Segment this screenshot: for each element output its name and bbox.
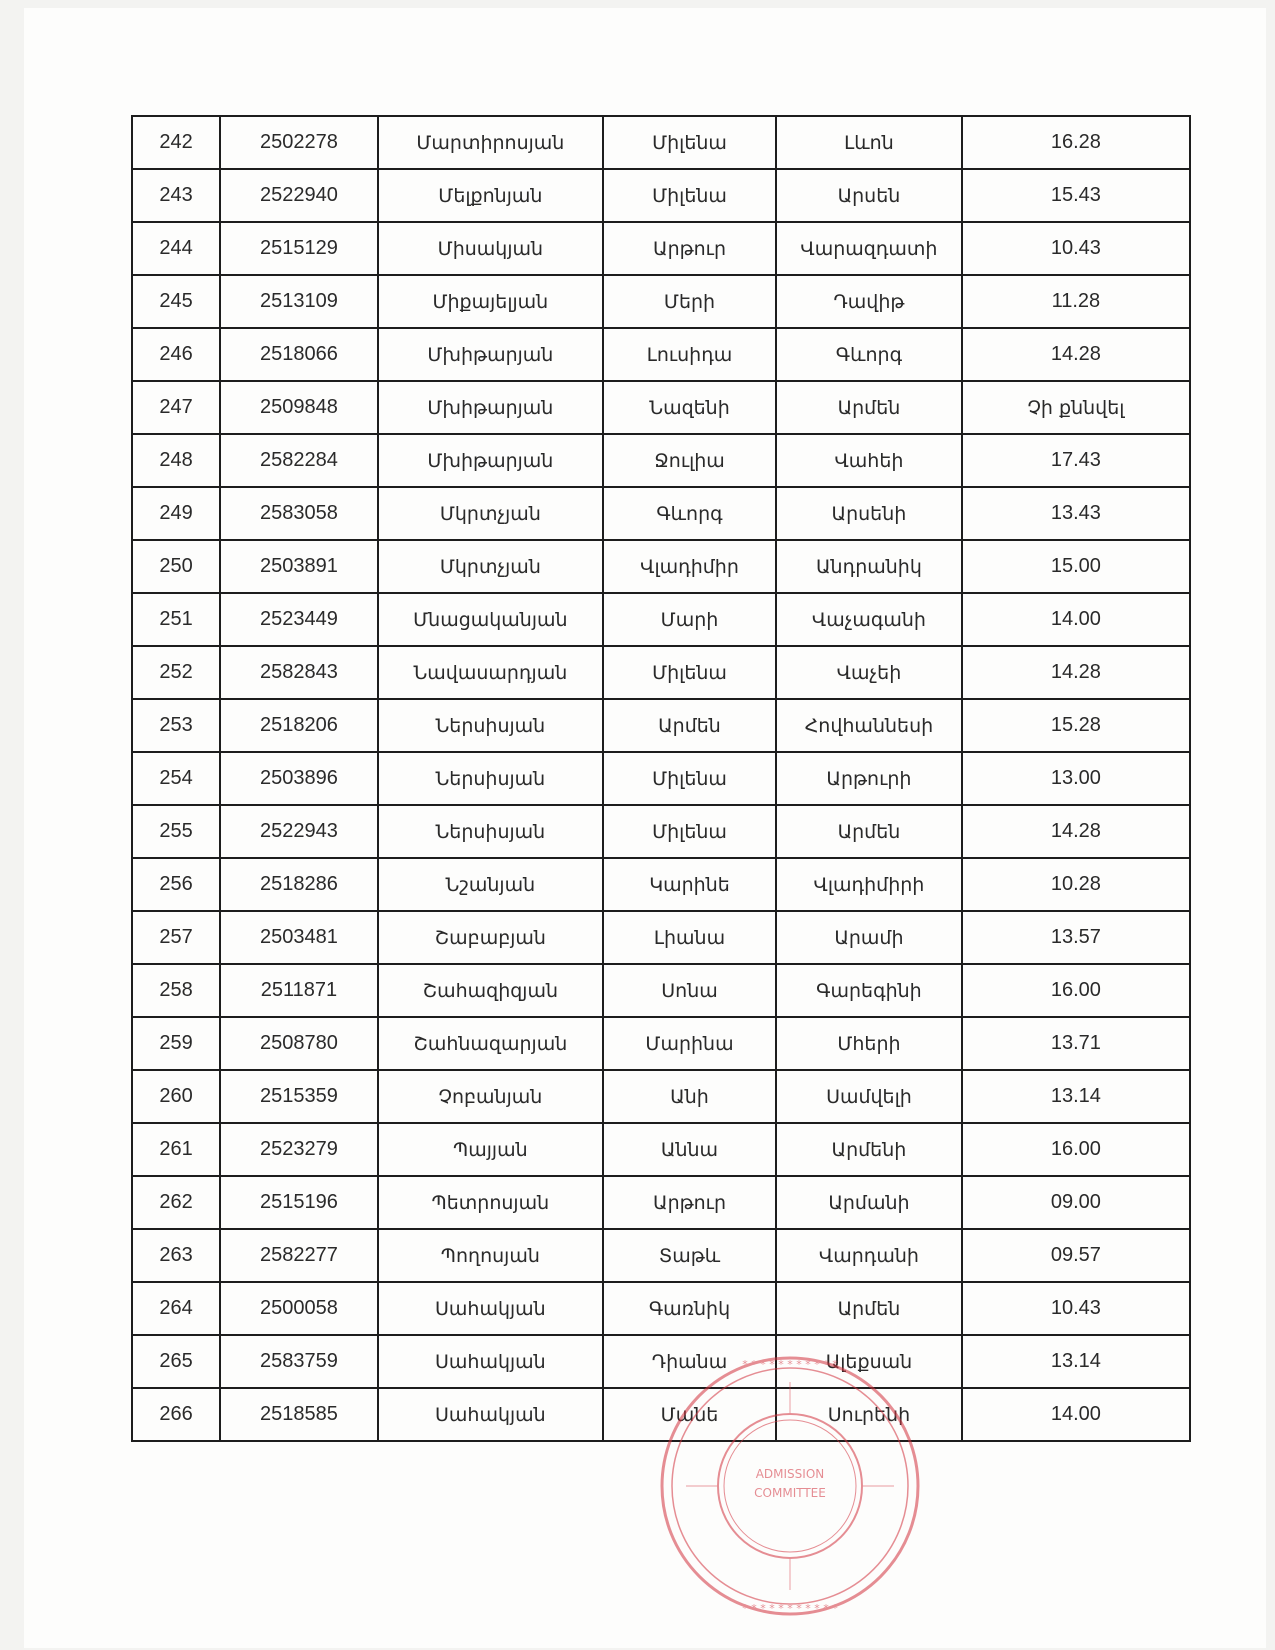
patronymic-cell: Լևոն (776, 116, 962, 169)
applicant-id-cell: 2508780 (220, 1017, 378, 1070)
table-row (132, 1335, 1190, 1388)
score-cell: 14.28 (962, 328, 1190, 381)
first-name-cell: Սոնա (603, 964, 776, 1017)
surname-cell: Մարտիրոսյան (378, 116, 603, 169)
score-cell: 14.28 (962, 805, 1190, 858)
table-row (132, 646, 1190, 699)
applicant-id-cell: 2503891 (220, 540, 378, 593)
row-number-cell: 253 (132, 699, 220, 752)
first-name-cell: Մարինա (603, 1017, 776, 1070)
table-row (132, 487, 1190, 540)
row-number-cell: 249 (132, 487, 220, 540)
patronymic-cell: Վլադիմիրի (776, 858, 962, 911)
surname-cell: Ներսիսյան (378, 752, 603, 805)
table-row (132, 116, 1190, 169)
row-number-cell: 246 (132, 328, 220, 381)
first-name-cell: Մերի (603, 275, 776, 328)
first-name-cell: Աննա (603, 1123, 776, 1176)
stamp-center-line1: ADMISSION (755, 1467, 825, 1481)
table-row (132, 434, 1190, 487)
patronymic-cell: Ալեքսան (776, 1335, 962, 1388)
first-name-cell: Վլադիմիր (603, 540, 776, 593)
first-name-cell: Տաթև (603, 1229, 776, 1282)
patronymic-cell: Վաչեի (776, 646, 962, 699)
applicant-id-cell: 2523279 (220, 1123, 378, 1176)
first-name-cell: Միլենա (603, 169, 776, 222)
results-table (131, 115, 1191, 1442)
table-row (132, 1017, 1190, 1070)
patronymic-cell: Արմանի (776, 1176, 962, 1229)
first-name-cell: Արմեն (603, 699, 776, 752)
applicant-id-cell: 2582277 (220, 1229, 378, 1282)
table-row (132, 964, 1190, 1017)
patronymic-cell: Գևորգ (776, 328, 962, 381)
row-number-cell: 254 (132, 752, 220, 805)
table-row (132, 169, 1190, 222)
surname-cell: Միքայելյան (378, 275, 603, 328)
table-row (132, 593, 1190, 646)
table-row (132, 540, 1190, 593)
applicant-id-cell: 2582284 (220, 434, 378, 487)
first-name-cell: Միլենա (603, 805, 776, 858)
table-row (132, 1388, 1190, 1441)
table-row (132, 911, 1190, 964)
first-name-cell: Գառնիկ (603, 1282, 776, 1335)
applicant-id-cell: 2509848 (220, 381, 378, 434)
surname-cell: Մխիթարյան (378, 381, 603, 434)
first-name-cell: Ջուլիա (603, 434, 776, 487)
applicant-id-cell: 2518585 (220, 1388, 378, 1441)
first-name-cell: Միլենա (603, 116, 776, 169)
patronymic-cell: Վաչագանի (776, 593, 962, 646)
surname-cell: Շահնազարյան (378, 1017, 603, 1070)
stamp-center-line2: COMMITTEE (754, 1486, 826, 1500)
score-cell: 13.71 (962, 1017, 1190, 1070)
patronymic-cell: Արամի (776, 911, 962, 964)
row-number-cell: 262 (132, 1176, 220, 1229)
row-number-cell: 242 (132, 116, 220, 169)
patronymic-cell: Վահեի (776, 434, 962, 487)
first-name-cell: Դիանա (603, 1335, 776, 1388)
surname-cell: Մխիթարյան (378, 434, 603, 487)
surname-cell: Շաբաբյան (378, 911, 603, 964)
row-number-cell: 250 (132, 540, 220, 593)
table-row (132, 699, 1190, 752)
table-row (132, 275, 1190, 328)
first-name-cell: Արթուր (603, 1176, 776, 1229)
surname-cell: Պետրոսյան (378, 1176, 603, 1229)
applicant-id-cell: 2500058 (220, 1282, 378, 1335)
applicant-id-cell: 2503896 (220, 752, 378, 805)
table-row (132, 1229, 1190, 1282)
score-cell: 16.00 (962, 964, 1190, 1017)
patronymic-cell: Հովհաննեսի (776, 699, 962, 752)
surname-cell: Ներսիսյան (378, 699, 603, 752)
score-cell: 15.00 (962, 540, 1190, 593)
applicant-id-cell: 2513109 (220, 275, 378, 328)
table-row (132, 328, 1190, 381)
applicant-id-cell: 2518286 (220, 858, 378, 911)
score-cell: 13.57 (962, 911, 1190, 964)
score-cell: 15.43 (962, 169, 1190, 222)
table-row (132, 1070, 1190, 1123)
first-name-cell: Նազենի (603, 381, 776, 434)
first-name-cell: Միլենա (603, 752, 776, 805)
score-cell: 13.43 (962, 487, 1190, 540)
row-number-cell: 252 (132, 646, 220, 699)
row-number-cell: 244 (132, 222, 220, 275)
row-number-cell: 255 (132, 805, 220, 858)
table-row (132, 805, 1190, 858)
table-row (132, 222, 1190, 275)
score-cell: 16.00 (962, 1123, 1190, 1176)
score-cell: 10.28 (962, 858, 1190, 911)
table-row (132, 752, 1190, 805)
surname-cell: Շահազիզյան (378, 964, 603, 1017)
score-cell: 09.00 (962, 1176, 1190, 1229)
score-cell: 09.57 (962, 1229, 1190, 1282)
applicant-id-cell: 2522940 (220, 169, 378, 222)
first-name-cell: Արթուր (603, 222, 776, 275)
applicant-id-cell: 2518066 (220, 328, 378, 381)
score-cell: 14.28 (962, 646, 1190, 699)
patronymic-cell: Վարազդատի (776, 222, 962, 275)
surname-cell: Միսակյան (378, 222, 603, 275)
row-number-cell: 248 (132, 434, 220, 487)
surname-cell: Նավասարդյան (378, 646, 603, 699)
surname-cell: Պայյան (378, 1123, 603, 1176)
score-cell: 16.28 (962, 116, 1190, 169)
row-number-cell: 257 (132, 911, 220, 964)
score-cell: 14.00 (962, 593, 1190, 646)
patronymic-cell: Արսեն (776, 169, 962, 222)
row-number-cell: 256 (132, 858, 220, 911)
table-row (132, 858, 1190, 911)
table-row (132, 1282, 1190, 1335)
applicant-id-cell: 2503481 (220, 911, 378, 964)
score-cell: 10.43 (962, 1282, 1190, 1335)
patronymic-cell: Արմեն (776, 381, 962, 434)
patronymic-cell: Անդրանիկ (776, 540, 962, 593)
first-name-cell: Միլենա (603, 646, 776, 699)
applicant-id-cell: 2583759 (220, 1335, 378, 1388)
applicant-id-cell: 2502278 (220, 116, 378, 169)
first-name-cell: Կարինե (603, 858, 776, 911)
row-number-cell: 247 (132, 381, 220, 434)
row-number-cell: 258 (132, 964, 220, 1017)
applicant-id-cell: 2518206 (220, 699, 378, 752)
first-name-cell: Մարի (603, 593, 776, 646)
score-cell: Չի քննվել (962, 381, 1190, 434)
patronymic-cell: Գարեգինի (776, 964, 962, 1017)
surname-cell: Սահակյան (378, 1388, 603, 1441)
svg-text:* * * * * * * * * * *: * * * * * * * * * * * (742, 1358, 838, 1371)
row-number-cell: 243 (132, 169, 220, 222)
score-cell: 15.28 (962, 699, 1190, 752)
table-row (132, 381, 1190, 434)
patronymic-cell: Արմեն (776, 1282, 962, 1335)
surname-cell: Պողոսյան (378, 1229, 603, 1282)
first-name-cell: Գևորգ (603, 487, 776, 540)
applicant-id-cell: 2582843 (220, 646, 378, 699)
table-row (132, 1176, 1190, 1229)
score-cell: 13.14 (962, 1070, 1190, 1123)
score-cell: 13.14 (962, 1335, 1190, 1388)
row-number-cell: 265 (132, 1335, 220, 1388)
applicant-id-cell: 2515359 (220, 1070, 378, 1123)
surname-cell: Սահակյան (378, 1335, 603, 1388)
table-row (132, 1123, 1190, 1176)
applicant-id-cell: 2583058 (220, 487, 378, 540)
patronymic-cell: Դավիթ (776, 275, 962, 328)
surname-cell: Չոբանյան (378, 1070, 603, 1123)
surname-cell: Մկրտչյան (378, 487, 603, 540)
patronymic-cell: Սամվելի (776, 1070, 962, 1123)
score-cell: 17.43 (962, 434, 1190, 487)
first-name-cell: Անի (603, 1070, 776, 1123)
surname-cell: Մնացականյան (378, 593, 603, 646)
score-cell: 11.28 (962, 275, 1190, 328)
surname-cell: Մխիթարյան (378, 328, 603, 381)
patronymic-cell: Վարդանի (776, 1229, 962, 1282)
applicant-id-cell: 2515129 (220, 222, 378, 275)
patronymic-cell: Արսենի (776, 487, 962, 540)
row-number-cell: 263 (132, 1229, 220, 1282)
surname-cell: Սահակյան (378, 1282, 603, 1335)
surname-cell: Մելքոնյան (378, 169, 603, 222)
results-table-body (132, 116, 1190, 1441)
score-cell: 13.00 (962, 752, 1190, 805)
first-name-cell: Լուսիդա (603, 328, 776, 381)
applicant-id-cell: 2522943 (220, 805, 378, 858)
applicant-id-cell: 2515196 (220, 1176, 378, 1229)
applicant-id-cell: 2523449 (220, 593, 378, 646)
row-number-cell: 251 (132, 593, 220, 646)
patronymic-cell: Արմենի (776, 1123, 962, 1176)
row-number-cell: 245 (132, 275, 220, 328)
score-cell: 14.00 (962, 1388, 1190, 1441)
row-number-cell: 261 (132, 1123, 220, 1176)
row-number-cell: 264 (132, 1282, 220, 1335)
surname-cell: Նշանյան (378, 858, 603, 911)
patronymic-cell: Սուրենի (776, 1388, 962, 1441)
score-cell: 10.43 (962, 222, 1190, 275)
row-number-cell: 266 (132, 1388, 220, 1441)
surname-cell: Մկրտչյան (378, 540, 603, 593)
first-name-cell: Լիանա (603, 911, 776, 964)
first-name-cell: Մանե (603, 1388, 776, 1441)
row-number-cell: 260 (132, 1070, 220, 1123)
surname-cell: Ներսիսյան (378, 805, 603, 858)
svg-text:* * * * * * * * * * *: * * * * * * * * * * * (742, 1602, 838, 1615)
applicant-id-cell: 2511871 (220, 964, 378, 1017)
patronymic-cell: Արթուրի (776, 752, 962, 805)
patronymic-cell: Մհերի (776, 1017, 962, 1070)
patronymic-cell: Արմեն (776, 805, 962, 858)
row-number-cell: 259 (132, 1017, 220, 1070)
